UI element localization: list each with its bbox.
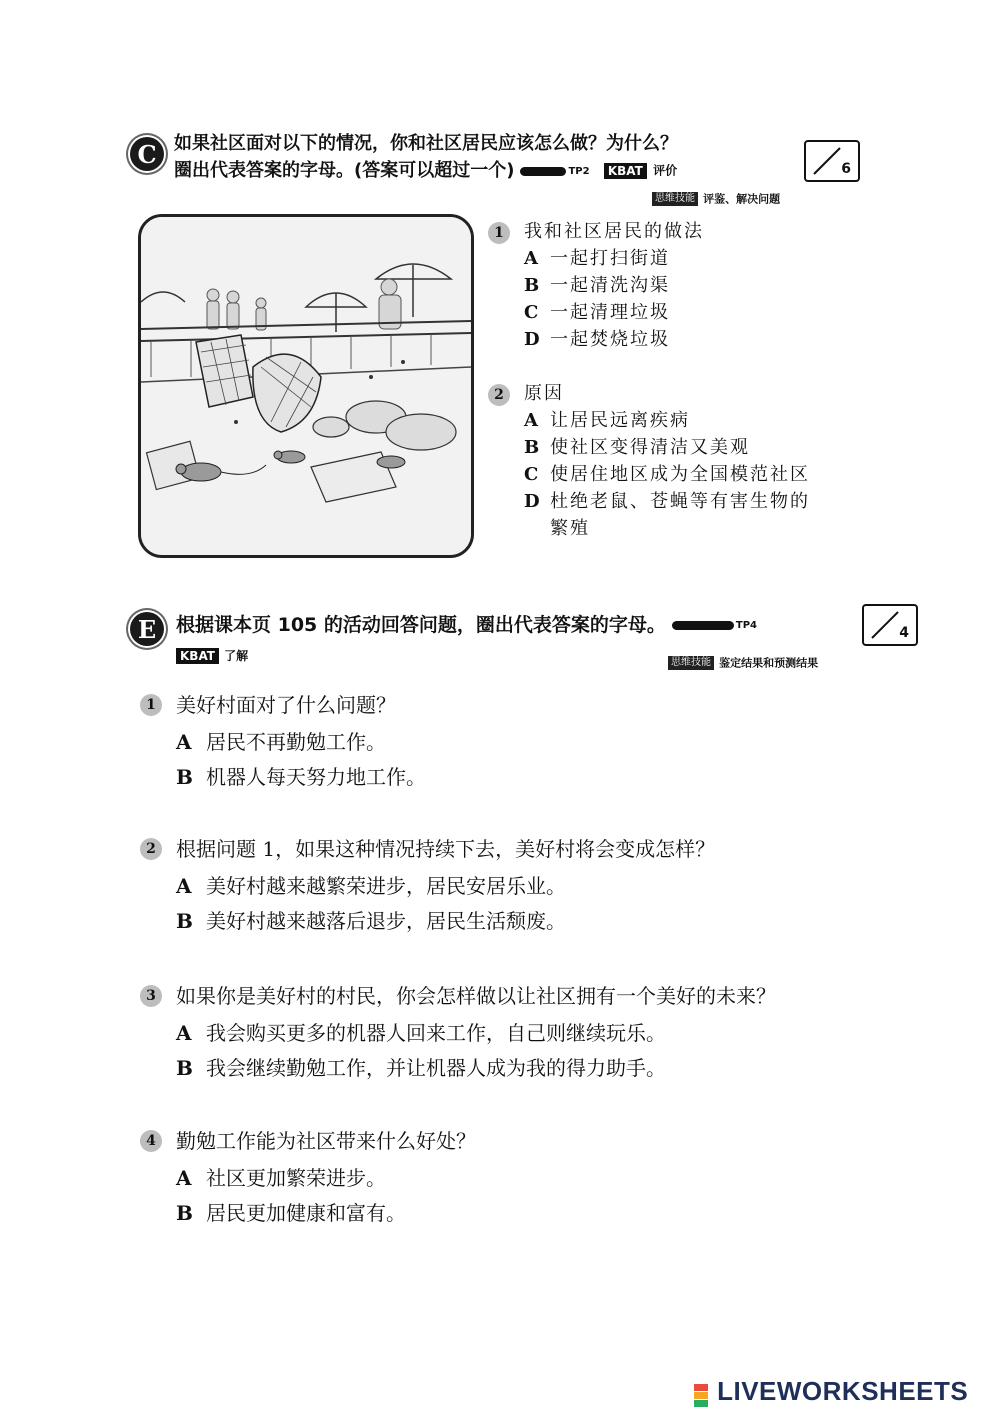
option-text: 社区更加繁荣进步。 [206,1166,386,1190]
redacted-mark [672,621,734,630]
c-q1-option-a[interactable] [524,245,670,272]
option-text: 一起清洗沟渠 [550,275,670,296]
option-text: 我会购买更多的机器人回来工作，自己则继续玩乐。 [206,1021,666,1045]
liveworksheets-logo-icon [694,1384,708,1407]
option-letter: B [176,909,193,933]
section-c-heading-line1: 如果社区面对以下的情况，你和社区居民应该怎么做？为什么？ [174,133,678,154]
option-text: 机器人每天努力地工作。 [206,765,426,789]
option-letter: A [176,1021,192,1045]
e-q4-option-a[interactable] [176,1163,386,1193]
section-c-score-box[interactable] [804,140,860,182]
option-letter: A [524,410,538,431]
section-c-skill [652,188,780,207]
market-litter-illustration [138,214,474,558]
skill-tag: 思维技能 [652,192,698,206]
c-q1-option-d[interactable] [524,326,670,353]
tp-label: TP4 [735,620,758,631]
c-q1-option-c[interactable] [524,299,670,326]
e-question-1-prompt: 美好村面对了什么问题？ [176,693,396,717]
c-q2-option-a[interactable] [524,407,690,434]
c-question-1-badge: 1 [488,222,510,244]
e-question-3-badge: 3 [140,985,162,1007]
option-text: 杜绝老鼠、苍蝇等有害生物的 [550,491,810,512]
tp-label: TP2 [568,165,590,177]
option-letter: B [176,765,193,789]
option-text: 美好村越来越繁荣进步，居民安居乐业。 [206,874,566,898]
option-text: 一起焚烧垃圾 [550,329,670,350]
c-q1-option-b[interactable] [524,272,670,299]
e-question-4-prompt: 勤勉工作能为社区带来什么好处？ [176,1129,476,1153]
score-value: 6 [841,161,851,177]
option-text: 一起打扫街道 [550,248,670,269]
option-letter: A [176,874,192,898]
e-q2-option-b[interactable] [176,906,566,936]
e-question-2-badge: 2 [140,838,162,860]
kbat-text: 评价 [653,163,678,178]
c-question-2-badge: 2 [488,384,510,406]
e-q3-option-b[interactable] [176,1053,666,1083]
option-letter: B [524,275,540,296]
section-e-instruction: 根据课本页 105 的活动回答问题，圈出代表答案的字母。 [176,614,666,636]
option-letter: D [524,491,540,512]
option-text: 使居住地区成为全国模范社区 [550,464,810,485]
e-q4-option-b[interactable] [176,1198,406,1228]
kbat-text: 了解 [224,649,249,663]
section-c-heading-line2 [174,157,677,185]
option-text: 居民不再勤勉工作。 [206,730,386,754]
section-c-badge: C [130,137,164,171]
option-letter: C [524,302,539,323]
e-question-3-prompt: 如果你是美好村的村民，你会怎样做以让社区拥有一个美好的未来？ [176,984,776,1008]
section-e-kbat [176,645,248,664]
option-letter: B [176,1056,193,1080]
watermark-text: LIVEWORKSHEETS [717,1376,969,1406]
c-question-1-prompt: 我和社区居民的做法 [524,221,704,242]
e-question-1-badge: 1 [140,694,162,716]
kbat-label: KBAT [604,163,647,179]
e-q3-option-a[interactable] [176,1018,666,1048]
e-question-2-prompt: 根据问题 1，如果这种情况持续下去，美好村将会变成怎样？ [176,837,716,861]
option-letter: D [524,329,540,350]
option-letter: B [176,1201,193,1225]
kbat-label: KBAT [176,648,219,664]
rubbish-scene-image [141,217,471,555]
e-q1-option-a[interactable] [176,727,386,757]
e-question-4-badge: 4 [140,1130,162,1152]
c-question-2-prompt: 原因 [524,383,564,404]
c-q2-option-c[interactable] [524,461,810,488]
option-letter: A [524,248,538,269]
c-q2-option-d[interactable] [524,488,810,515]
redacted-mark [520,167,566,176]
option-text: 美好村越来越落后退步，居民生活颓废。 [206,909,566,933]
skill-text: 评鉴、解决问题 [703,192,781,206]
e-q1-option-b[interactable] [176,762,426,792]
option-letter: A [176,1166,192,1190]
option-text: 我会继续勤勉工作，并让机器人成为我的得力助手。 [206,1056,666,1080]
section-e-skill [668,652,818,671]
section-e-badge: E [130,612,164,646]
c-q2-option-b[interactable] [524,434,750,461]
option-text: 居民更加健康和富有。 [206,1201,406,1225]
e-q2-option-a[interactable] [176,871,566,901]
c-q2-option-d-continued: 繁殖 [550,518,590,539]
option-letter: B [524,437,540,458]
option-letter: A [176,730,192,754]
section-c-instruction: 圈出代表答案的字母。(答案可以超过一个) [174,160,515,181]
option-text: 一起清理垃圾 [550,302,670,323]
section-e-heading [176,612,757,639]
option-text: 让居民远离疾病 [550,410,690,431]
skill-tag: 思维技能 [668,656,714,670]
skill-text: 鉴定结果和预测结果 [719,656,819,670]
option-letter: C [524,464,539,485]
option-text: 使社区变得清洁又美观 [550,437,750,458]
liveworksheets-watermark[interactable] [694,1376,968,1407]
score-value: 4 [899,625,909,641]
section-e-score-box[interactable] [862,604,918,646]
